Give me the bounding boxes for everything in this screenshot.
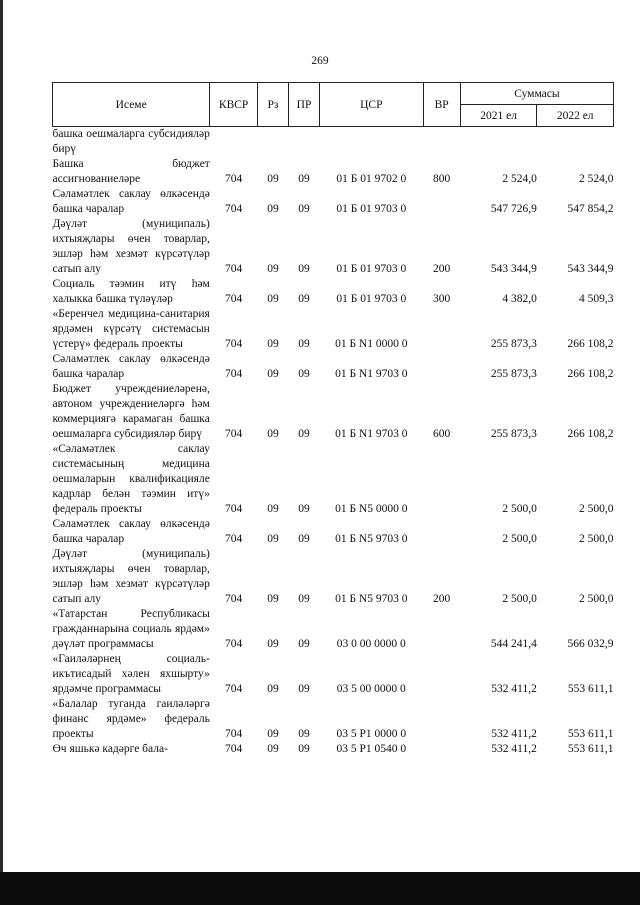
row-pr: 09 [298,728,310,740]
row-kvsr: 704 [225,173,243,185]
row-name: «Балалар туганда гаиләләргә финанс ярдәме» федераль проекты [52,698,210,740]
row-pr: 09 [298,203,310,215]
row-kvsr: 704 [225,203,243,215]
row-vr [423,517,460,547]
row-csr: 01 Б 01 9703 0 [336,293,407,305]
row-csr: 01 Б 01 9703 0 [336,263,407,275]
row-csr: 03 5 00 0000 0 [336,683,406,695]
row-sum-2021: 255 873,3 [490,428,537,440]
row-csr: 01 Б N1 9703 0 [335,368,408,380]
row-sum-2022: 547 854,2 [567,203,614,215]
row-sum-2021: 547 726,9 [490,203,537,215]
row-sum-2022: 543 344,9 [567,263,614,275]
row-name: Социаль тәэмин итү һәм халыкка башка түләүләр [52,278,210,305]
table-row [53,157,614,187]
row-name: Бюджет учреждениеләренә, автоном учреждениеләргә һәм коммерциягә карамаган башка оешмаларга субсидияләр бирү [52,383,210,440]
row-pr [288,127,319,158]
row-sum-2021: 532 411,2 [491,728,537,740]
row-sum-2021: 255 873,3 [490,368,537,380]
header-pr: ПР [288,83,319,127]
row-vr: 200 [433,593,451,605]
table-row [53,652,614,697]
row-name: «Беренчел медицина-санитария ярдәмен күрсәтү системасын үстерү» федераль проекты [52,308,210,350]
header-kvsr: КВСР [210,83,258,127]
table-row [53,607,614,652]
row-rz: 09 [267,593,279,605]
row-csr: 01 Б N1 9703 0 [335,428,408,440]
row-sum-2021: 2 500,0 [502,533,537,545]
row-csr: 01 Б N5 9703 0 [335,593,408,605]
row-sum-2022: 266 108,2 [567,368,614,380]
row-pr: 09 [298,593,310,605]
row-rz: 09 [267,428,279,440]
row-rz: 09 [267,503,279,515]
row-vr [423,697,460,742]
row-sum-2021: 2 500,0 [502,593,537,605]
row-rz: 09 [267,743,279,755]
row-name: «Гаиләләрнең социаль-икътисадый хәлен яхшырту» ярдәмче программасы [52,653,210,695]
row-vr: 800 [433,173,451,185]
table-row [53,697,614,742]
row-pr: 09 [298,293,310,305]
row-sum-2021: 4 382,0 [502,293,537,305]
row-sum-2022: 553 611,1 [567,743,614,755]
row-rz: 09 [267,638,279,650]
row-kvsr: 704 [225,533,243,545]
row-sum-2022: 266 108,2 [567,428,614,440]
row-vr: 200 [433,263,451,275]
row-csr: 03 5 P1 0540 0 [336,743,407,755]
row-rz: 09 [267,293,279,305]
row-kvsr [210,127,258,158]
scan-edge-bottom [0,872,640,905]
page-number: 269 [311,55,329,67]
table-row [53,307,614,352]
row-name: Өч яшькә кадәрге бала- [52,743,168,755]
budget-table [52,82,614,757]
row-sum-2021 [460,127,537,158]
row-name: Башка бюджет ассигнованиеләре [52,158,210,185]
row-vr [423,607,460,652]
header-name: Исеме [53,83,210,127]
row-vr: 300 [433,293,451,305]
row-sum-2021: 2 524,0 [502,173,537,185]
row-sum-2022: 566 032,9 [567,638,614,650]
row-rz: 09 [267,173,279,185]
row-sum-2022: 2 500,0 [579,593,614,605]
row-kvsr: 704 [225,593,243,605]
row-pr: 09 [298,263,310,275]
scan-edge-left [0,0,3,905]
row-sum-2022: 266 108,2 [567,338,614,350]
row-vr [423,307,460,352]
table-row [53,352,614,382]
row-sum-2021: 544 241,4 [490,638,537,650]
table-row [53,187,614,217]
row-pr: 09 [298,338,310,350]
table-row [53,277,614,307]
row-sum-2021: 543 344,9 [490,263,537,275]
table-row [53,217,614,277]
table-row [53,442,614,517]
row-kvsr: 704 [225,728,243,740]
row-name: Сәламәтлек саклау өлкәсендә башка чаралар [52,518,210,545]
row-pr: 09 [298,533,310,545]
row-csr: 01 Б N5 0000 0 [335,503,408,515]
header-year-2022: 2022 ел [537,105,614,127]
row-pr: 09 [298,368,310,380]
header-csr: ЦСР [320,83,424,127]
row-rz: 09 [267,683,279,695]
row-sum-2022: 2 500,0 [579,503,614,515]
row-name: башка оешмаларга субсидияләр бирү [52,128,210,155]
row-name: «Татарстан Республикасы гражданнарына социаль ярдәм» дәүләт программасы [52,608,210,650]
row-rz: 09 [267,728,279,740]
row-vr [423,442,460,517]
row-name: Дәүләт (муниципаль) ихтыяҗлары өчен товарлар, эшләр һәм хезмәт күрсәтүләр сатып алу [52,218,210,275]
row-kvsr: 704 [225,263,243,275]
row-rz: 09 [267,203,279,215]
row-sum-2021: 255 873,3 [490,338,537,350]
row-kvsr: 704 [225,368,243,380]
row-name: Дәүләт (муниципаль) ихтыяҗлары өчен товарлар, эшләр һәм хезмәт күрсәтүләр сатып алу [52,548,210,605]
row-kvsr: 704 [225,683,243,695]
table-row [53,547,614,607]
row-vr [423,352,460,382]
row-sum-2021: 532 411,2 [491,683,537,695]
row-pr: 09 [298,173,310,185]
row-sum-2022: 553 611,1 [567,683,614,695]
row-pr: 09 [298,683,310,695]
row-csr: 03 5 P1 0000 0 [336,728,407,740]
header-vr: ВР [423,83,460,127]
row-rz: 09 [267,338,279,350]
header-sums: Суммасы [460,83,613,105]
row-kvsr: 704 [225,503,243,515]
row-pr: 09 [298,638,310,650]
row-vr [423,127,460,158]
row-sum-2021: 532 411,2 [491,743,537,755]
row-csr: 01 Б N5 9703 0 [335,533,408,545]
table-row [53,517,614,547]
row-csr: 03 0 00 0000 0 [336,638,406,650]
row-sum-2022: 553 611,1 [567,728,614,740]
row-kvsr: 704 [225,743,243,755]
row-kvsr: 704 [225,428,243,440]
row-kvsr: 704 [225,338,243,350]
table-body [53,127,614,758]
row-pr: 09 [298,503,310,515]
row-rz: 09 [267,533,279,545]
row-pr: 09 [298,743,310,755]
row-csr: 01 Б N1 0000 0 [335,338,408,350]
row-sum-2022: 2 500,0 [579,533,614,545]
row-kvsr: 704 [225,638,243,650]
table-row [53,742,614,757]
row-vr [423,652,460,697]
row-name: Сәламәтлек саклау өлкәсендә башка чаралар [52,353,210,380]
header-year-2021: 2021 ел [460,105,537,127]
row-rz: 09 [267,368,279,380]
row-rz: 09 [267,263,279,275]
row-kvsr: 704 [225,293,243,305]
row-vr: 600 [433,428,451,440]
row-name: Сәламәтлек саклау өлкәсендә башка чаралар [52,188,210,215]
row-sum-2021: 2 500,0 [502,503,537,515]
header-rz: Рз [257,83,288,127]
row-sum-2022: 2 524,0 [579,173,614,185]
row-csr: 01 Б 01 9703 0 [336,203,407,215]
table-row [53,127,614,158]
row-sum-2022: 4 509,3 [579,293,614,305]
row-pr: 09 [298,428,310,440]
row-rz [257,127,288,158]
row-csr [320,127,424,158]
row-sum-2022 [537,127,614,158]
row-vr [423,187,460,217]
row-name: «Сәламәтлек саклау системасының медицина оешмаларын квалификацияле кадрлар белән тәэмин итү» федераль проекты [52,443,210,515]
row-csr: 01 Б 01 9702 0 [336,173,407,185]
row-vr [423,742,460,757]
table-row [53,382,614,442]
